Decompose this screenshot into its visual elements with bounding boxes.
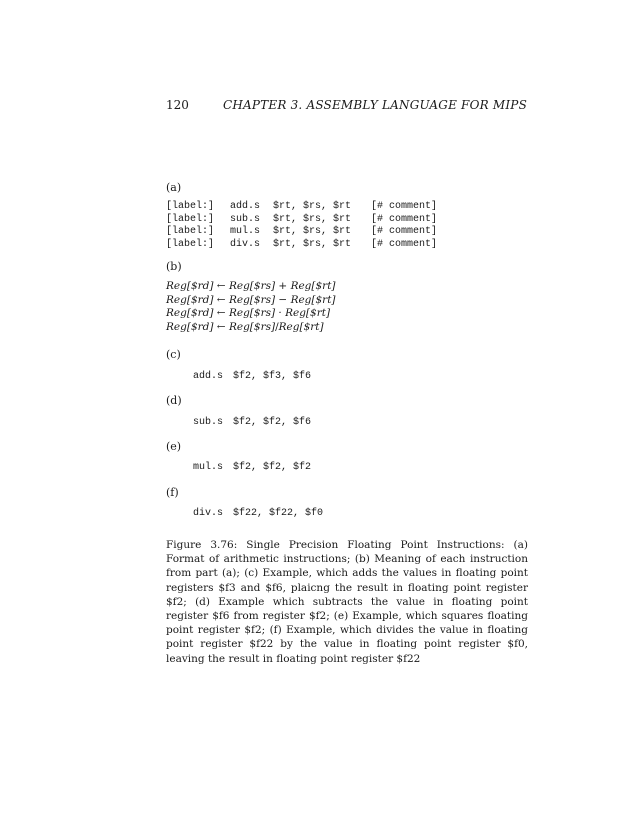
meaning-lhs: Reg[$rs]	[228, 307, 276, 319]
part-label-d: (d)	[166, 394, 182, 407]
part-label-a: (a)	[166, 181, 182, 194]
meaning-lhs: Reg[$rs]	[228, 293, 276, 306]
figure-caption: Figure 3.76: Single Precision Floating Point Instructions: (a) Format of arithmetic instructions; (b) Meaning of each instruction from part (a); (c) Example, which adds the values in floating point registers $f3 and $f6, plaicng the result in floating point register $f2; (d) Example which subtracts the value in floating point register $f6 from register $f2; (e) Example, which squares floating point register $f2; (f) Example, which divides the value in floating point register $f22 by the value in floating point register $f0, leaving the result in floating point register $f22	[166, 539, 528, 665]
example-args: $f2, $f2, $f2	[233, 462, 312, 473]
opcode: mul.s	[230, 226, 261, 237]
meaning-line	[166, 307, 336, 321]
assign-arrow: ←	[213, 307, 229, 319]
meaning-line	[166, 294, 336, 308]
part-label-b: (b)	[166, 260, 182, 273]
meaning-operator: /	[275, 320, 279, 333]
registers: $rt, $rs, $rt	[273, 201, 352, 212]
meaning-lhs: Reg[$rs]	[228, 320, 276, 333]
format-row	[166, 201, 461, 214]
meaning-line	[166, 321, 336, 335]
comment-field: [# comment]	[371, 226, 438, 237]
meaning-lhs: Reg[$rs]	[228, 280, 276, 292]
assign-arrow: ←	[213, 320, 229, 333]
format-row	[166, 214, 461, 227]
registers: $rt, $rs, $rt	[273, 226, 352, 237]
example-args: $f2, $f3, $f6	[233, 371, 312, 382]
registers: $rt, $rs, $rt	[273, 213, 352, 225]
meaning-operator: −	[275, 293, 291, 306]
part-label-f: (f)	[166, 486, 179, 499]
example-sub	[193, 417, 311, 428]
comment-field: [# comment]	[371, 213, 438, 225]
meaning-rhs: Reg[$rt]	[290, 293, 336, 306]
instruction-meanings	[166, 280, 336, 334]
label-field: [label:]	[166, 226, 215, 237]
format-row	[166, 239, 461, 252]
meaning-dest: Reg[$rd]	[166, 280, 214, 292]
meaning-dest: Reg[$rd]	[166, 320, 214, 333]
assign-arrow: ←	[213, 293, 229, 306]
example-div	[193, 508, 323, 519]
example-opcode: add.s	[193, 371, 224, 382]
meaning-rhs: Reg[$rt]	[285, 307, 331, 319]
opcode: sub.s	[230, 213, 261, 225]
assign-arrow: ←	[213, 280, 229, 292]
part-label-c: (c)	[166, 348, 181, 361]
part-label-e: (e)	[166, 440, 182, 453]
example-opcode: sub.s	[193, 417, 224, 428]
example-opcode: div.s	[193, 508, 224, 519]
meaning-rhs: Reg[$rt]	[290, 280, 336, 292]
label-field: [label:]	[166, 213, 215, 225]
meaning-dest: Reg[$rd]	[166, 307, 214, 319]
instruction-format-table	[166, 201, 461, 251]
comment-field: [# comment]	[371, 238, 438, 250]
example-opcode: mul.s	[193, 462, 224, 473]
comment-field: [# comment]	[371, 201, 438, 212]
meaning-rhs: Reg[$rt]	[278, 320, 324, 333]
registers: $rt, $rs, $rt	[273, 238, 352, 250]
example-args: $f2, $f2, $f6	[233, 417, 312, 428]
opcode: add.s	[230, 201, 261, 212]
example-args: $f22, $f22, $f0	[233, 508, 324, 519]
label-field: [label:]	[166, 238, 215, 250]
format-row	[166, 226, 461, 239]
example-add	[193, 371, 311, 382]
label-field: [label:]	[166, 201, 215, 212]
example-mul	[193, 462, 311, 473]
meaning-operator: ·	[275, 307, 286, 319]
opcode: div.s	[230, 238, 261, 250]
running-header: CHAPTER 3. ASSEMBLY LANGUAGE FOR MIPS	[223, 98, 527, 112]
page-number: 120	[166, 98, 189, 112]
meaning-operator: +	[275, 280, 291, 292]
meaning-dest: Reg[$rd]	[166, 293, 214, 306]
meaning-line	[166, 280, 336, 294]
